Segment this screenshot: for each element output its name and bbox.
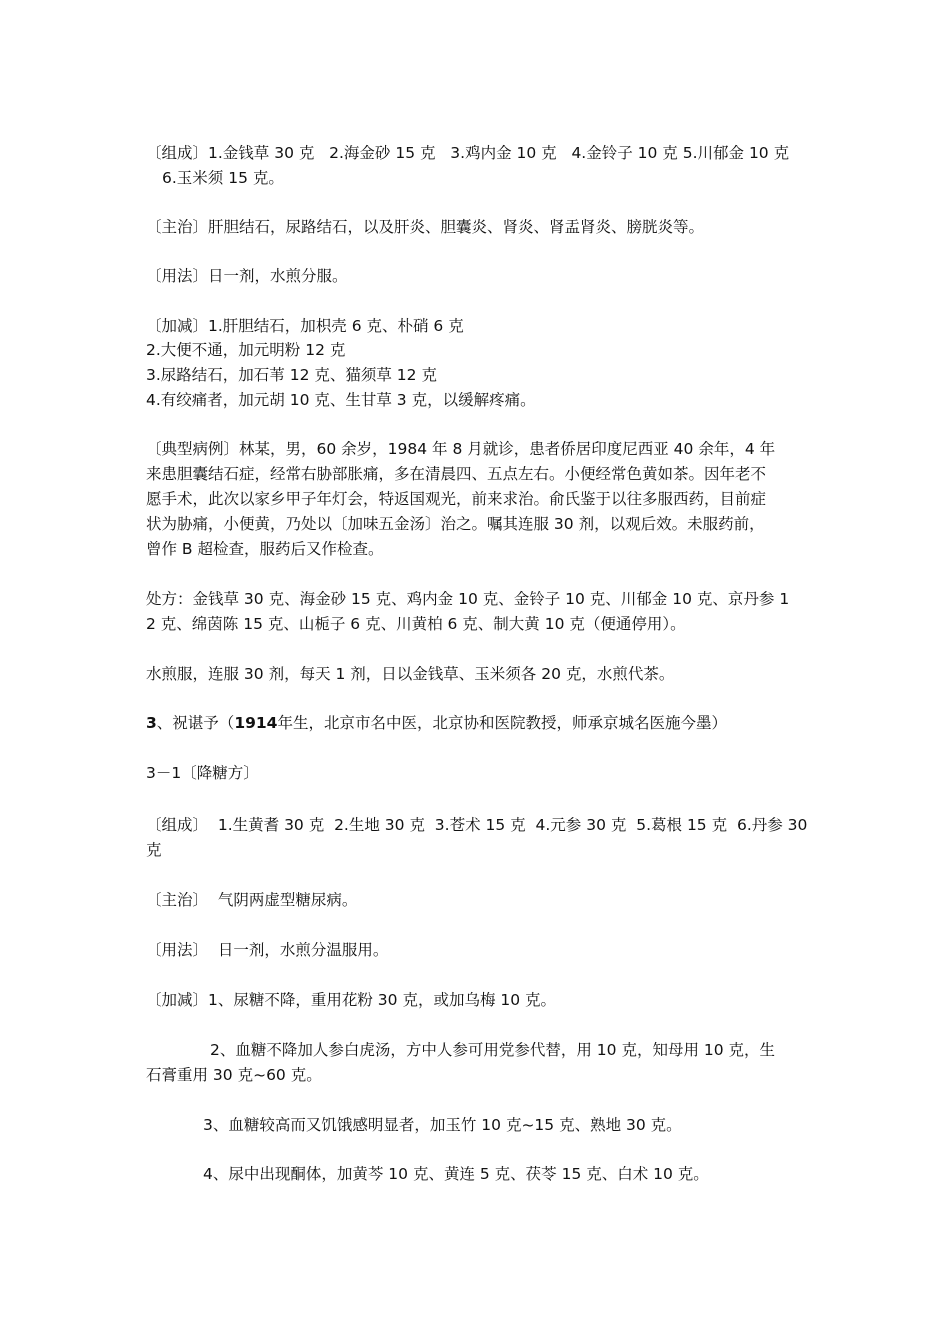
composition-line-2b: 克 — [146, 841, 162, 859]
heading-text-post: 年生，北京市名中医，北京协和医院教授，师承京城名医施今墨） — [277, 714, 727, 732]
case-line-1: 〔典型病例〕林某，男，60 余岁，1984 年 8 月就诊，患者侨居印度尼西亚 40 余年，4 年 — [146, 440, 776, 458]
heading-year: 1914 — [234, 714, 278, 732]
case-line-3: 愿手术，此次以家乡甲子年灯会，特返国观光，前来求治。俞氏鉴于以往多服西药，目前症 — [146, 490, 767, 508]
modification-line-3: 3.尿路结石，加石苇 12 克、猫须草 12 克 — [146, 366, 437, 384]
decoction-line: 水煎服，连服 30 剂，每天 1 剂，日以金钱草、玉米须各 20 克，水煎代茶。 — [146, 665, 675, 683]
formula-title: 3－1〔降糖方〕 — [146, 764, 259, 782]
prescription-line-1: 处方：金钱草 30 克、海金砂 15 克、鸡内金 10 克、金铃子 10 克、川郁金 10 克、京丹参 1 — [146, 590, 790, 608]
composition-line-1b: 〔组成〕 1.生黄耆 30 克 2.生地 30 克 3.苍术 15 克 4.元参 30 克 5.葛根 15 克 6.丹参 30 — [146, 816, 808, 834]
modification-b-3: 3、血糖较高而又饥饿感明显者，加玉竹 10 克~15 克、熟地 30 克。 — [203, 1116, 682, 1134]
usage-line: 〔用法〕日一剂，水煎分服。 — [146, 267, 348, 285]
indication-line-b: 〔主治〕 气阴两虚型糖尿病。 — [146, 891, 358, 909]
section-number: 3 — [146, 714, 157, 732]
usage-line-b: 〔用法〕 日一剂，水煎分温服用。 — [146, 941, 389, 959]
prescription-line-2: 2 克、绵茵陈 15 克、山栀子 6 克、川黄柏 6 克、制大黄 10 克（便通停用）。 — [146, 615, 686, 633]
modification-b-1: 〔加减〕1、尿糖不降，重用花粉 30 克，或加乌梅 10 克。 — [146, 991, 557, 1009]
modification-line-1: 〔加减〕1.肝胆结石，加枳壳 6 克、朴硝 6 克 — [146, 317, 464, 335]
composition-line-1: 〔组成〕1.金钱草 30 克 2.海金砂 15 克 3.鸡内金 10 克 4.金铃子 10 克 5.川郁金 10 克 — [146, 144, 790, 162]
composition-line-2: 6.玉米须 15 克。 — [162, 169, 284, 187]
modification-line-2: 2.大便不通，加元明粉 12 克 — [146, 341, 346, 359]
modification-b-4: 4、尿中出现酮体，加黄芩 10 克、黄连 5 克、茯苓 15 克、白术 10 克。 — [203, 1165, 709, 1183]
indication-line: 〔主治〕肝胆结石，尿路结石，以及肝炎、胆囊炎、肾炎、肾盂肾炎、膀胱炎等。 — [146, 218, 705, 236]
case-line-5: 曾作 B 超检查，服药后又作检查。 — [146, 540, 384, 558]
section-heading — [146, 711, 727, 735]
modification-line-4: 4.有绞痛者，加元胡 10 克、生甘草 3 克，以缓解疼痛。 — [146, 391, 536, 409]
heading-text-pre: 、祝谌予（ — [156, 714, 235, 732]
modification-b-2-line-2: 石膏重用 30 克~60 克。 — [146, 1066, 322, 1084]
case-line-2: 来患胆囊结石症，经常右胁部胀痛，多在清晨四、五点左右。小便经常色黄如茶。因年老不 — [146, 465, 767, 483]
modification-b-2-line-1: 2、血糖不降加人参白虎汤，方中人参可用党参代替，用 10 克，知母用 10 克，生 — [210, 1041, 776, 1059]
case-line-4: 状为胁痛，小便黄，乃处以〔加味五金汤〕治之。嘱其连服 30 剂，以观后效。未服药前， — [146, 515, 765, 533]
